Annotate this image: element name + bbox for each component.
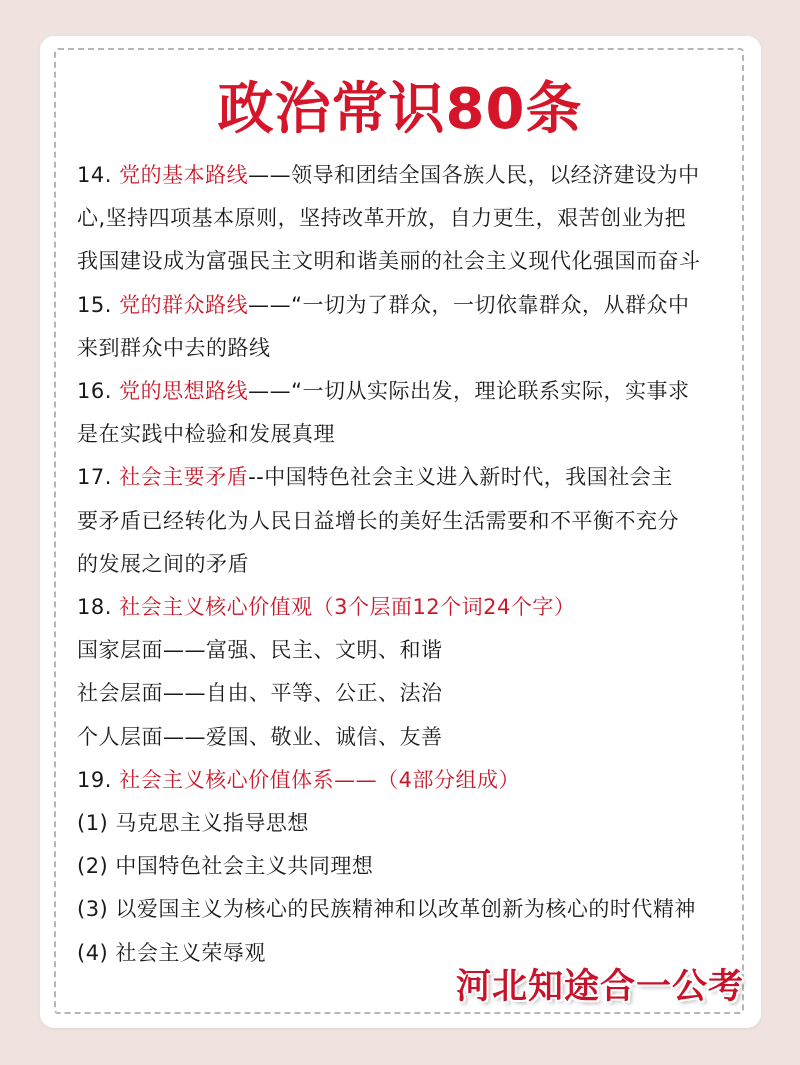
item-17-line-1 <box>77 456 737 499</box>
item-number: 19. <box>77 767 120 792</box>
page-title: 政治常识80条 <box>217 77 583 142</box>
item-19-line-1 <box>77 759 737 802</box>
item-number: 15. <box>77 292 120 317</box>
content <box>77 154 737 975</box>
item-14-line-2: 心,坚持四项基本原则，坚持改革开放，自力更生，艰苦创业为把 <box>77 206 687 231</box>
item-text: ——领导和团结全国各族人民，以经济建设为中 <box>248 163 700 187</box>
item-17-line-2: 要矛盾已经转化为人民日益增长的美好生活需要和不平衡不充分 <box>77 508 679 533</box>
item-number: 16. <box>77 379 120 404</box>
item-number: 17. <box>77 465 120 490</box>
item-term: 党的思想路线 <box>119 379 249 404</box>
item-15-line-2: 来到群众中去的路线 <box>77 335 271 360</box>
item-17-line-3: 的发展之间的矛盾 <box>77 551 249 576</box>
item-18-line-4: 个人层面——爱国、敬业、诚信、友善 <box>77 724 443 749</box>
item-text: ——“一切从实际出发，理论联系实际，实事求 <box>248 379 690 404</box>
item-text: ——“一切为了群众，一切依靠群众，从群众中 <box>248 292 690 317</box>
item-14-line-1 <box>77 154 737 197</box>
item-18-line-3: 社会层面——自由、平等、公正、法治 <box>77 681 443 706</box>
item-19-sub-4: (4) 社会主义荣辱观 <box>77 940 266 965</box>
item-number: 14. <box>77 163 120 187</box>
item-18-line-1 <box>77 586 737 629</box>
item-number: 18. <box>77 595 120 620</box>
item-term: 社会主义核心价值观（3个层面12个词24个字） <box>119 595 576 620</box>
watermark: 河北知途合一公考 <box>455 967 744 1007</box>
item-term: 党的群众路线 <box>119 292 249 317</box>
item-15-line-1 <box>77 284 737 327</box>
item-18-line-2: 国家层面——富强、民主、文明、和谐 <box>77 638 443 663</box>
item-19-sub-3: (3) 以爱国主义为核心的民族精神和以改革创新为核心的时代精神 <box>77 897 696 922</box>
item-16-line-2: 是在实践中检验和发展真理 <box>77 422 335 447</box>
item-term: 党的基本路线 <box>119 163 249 187</box>
item-14-line-3: 我国建设成为富强民主文明和谐美丽的社会主义现代化强国而奋斗 <box>77 249 701 274</box>
item-term: 社会主义核心价值体系——（4部分组成） <box>119 767 520 792</box>
item-term: 社会主要矛盾 <box>119 465 249 490</box>
item-19-sub-2: (2) 中国特色社会主义共同理想 <box>77 854 374 879</box>
item-text: --中国特色社会主义进入新时代，我国社会主 <box>248 465 673 490</box>
item-16-line-1 <box>77 370 737 413</box>
item-19-sub-1: (1) 马克思主义指导思想 <box>77 811 309 836</box>
